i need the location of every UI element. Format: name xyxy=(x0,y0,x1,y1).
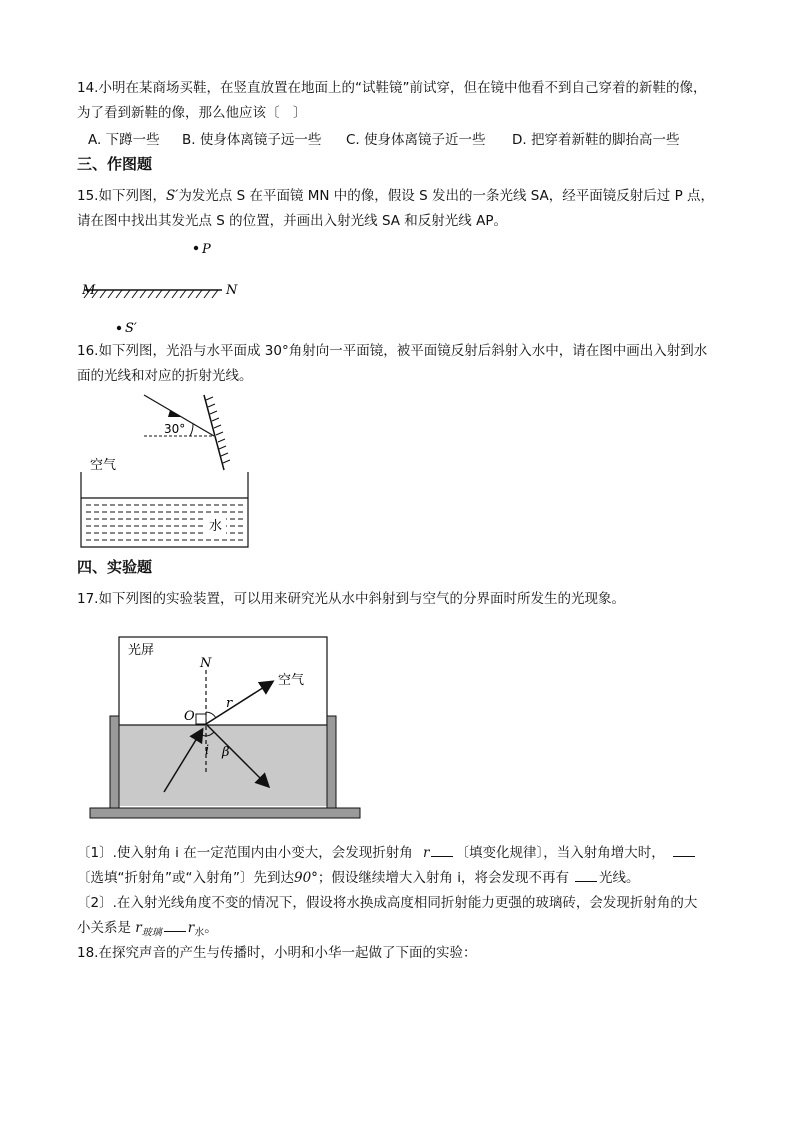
label-air: 空气 xyxy=(278,673,305,688)
label-p: P xyxy=(202,242,211,257)
q17-refraction-apparatus xyxy=(88,634,363,824)
mirror-hatching xyxy=(84,290,218,298)
q15-line1 xyxy=(77,186,714,206)
q17-p1-line2-a: 〔选填“折射角”或“入射角”〕先到达 xyxy=(77,870,294,886)
label-r: r xyxy=(226,696,233,711)
q17-p1-line2-c: 光线。 xyxy=(598,870,640,886)
label-s-prime: S′ xyxy=(125,321,137,336)
q17-p2-end: 。 xyxy=(204,920,218,936)
angle-arc xyxy=(190,424,193,436)
q17-p1-deg: 90° xyxy=(293,870,318,886)
q15-line2: 请在图中找出其发光点 S 的位置，并画出入射光线 SA 和反射光线 AP。 xyxy=(77,213,507,229)
q17-intro: 17.如下列图的实验装置，可以用来研究光从水中斜射到与空气的分界面时所发生的光现象。 xyxy=(77,591,625,607)
mirror-hatching xyxy=(206,397,230,463)
label-i: i xyxy=(205,743,210,758)
q18-line1: 18.在探究声音的产生与传播时，小明和小华一起做了下面的实验： xyxy=(77,945,477,961)
label-air: 空气 xyxy=(90,458,117,473)
q17-p2-sub-water: 水 xyxy=(194,927,205,939)
q17-p2-line2-a: 小关系是 xyxy=(77,920,131,936)
label-o: O xyxy=(184,709,195,724)
tank-base xyxy=(90,808,360,818)
label-m: M xyxy=(82,283,96,298)
point-s-prime-dot xyxy=(117,326,121,330)
q17-blank-3[interactable] xyxy=(575,869,597,882)
q14-option-b: B. 使身体离镜子远一些 xyxy=(182,132,322,148)
tank-left-wall xyxy=(110,716,119,808)
tank-right-wall xyxy=(327,716,336,808)
label-water: 水 xyxy=(209,519,223,534)
q17-blank-4[interactable] xyxy=(164,919,186,932)
water-tank-fill xyxy=(118,724,328,806)
q17-p1-line2-b: ；假设继续增大入射角 i，将会发现不再有 xyxy=(317,870,569,886)
section-title-drawing: 三、作图题 xyxy=(77,155,153,173)
q14-line1: 14.小明在某商场买鞋，在竖直放置在地面上的“试鞋镜”前试穿，但在镜中他看不到自己穿着的新鞋的像， xyxy=(77,80,707,96)
point-p-dot xyxy=(194,246,198,250)
right-angle-marker xyxy=(196,714,206,724)
q17-blank-1[interactable] xyxy=(431,844,453,857)
incident-ray-arrow xyxy=(168,410,182,417)
q17-p2-r-glass: r xyxy=(135,920,142,936)
q14-option-a: A. 下蹲一些 xyxy=(88,132,160,148)
q15-line1-b: 为发光点 S 在平面镜 MN 中的像，假设 S 发出的一条光线 SA，经平面镜反射后过 P 点， xyxy=(178,188,715,204)
label-beta: β xyxy=(222,745,230,760)
q17-part2-line2 xyxy=(77,918,218,944)
q17-part2-line1: 〔2〕.在入射光线角度不变的情况下，假设将水换成高度相同折射能力更强的玻璃砖，会发现折射角的大 xyxy=(77,895,698,911)
q15-mirror-figure xyxy=(78,236,258,346)
q17-p1-a: 〔1〕.使入射角 i 在一定范围内由小变大，会发现折射角 xyxy=(77,845,413,861)
q17-part1-line2 xyxy=(77,868,639,888)
water-container xyxy=(81,472,248,547)
q17-p1-b: 〔填变化规律〕，当入射角增大时， xyxy=(455,845,665,861)
label-n: N xyxy=(226,283,238,298)
label-light-screen: 光屏 xyxy=(128,643,155,658)
q14-option-c: C. 使身体离镜子近一些 xyxy=(346,132,486,148)
q14-option-d: D. 把穿着新鞋的脚抬高一些 xyxy=(512,132,680,148)
angle-label-30: 30° xyxy=(164,422,186,436)
q17-p2-r-water: r xyxy=(187,920,195,936)
q17-p2-sub-glass: 玻璃 xyxy=(141,927,162,939)
q17-part1-line1 xyxy=(77,843,697,863)
label-n: N xyxy=(200,656,212,671)
q17-blank-2[interactable] xyxy=(673,844,695,857)
q16-mirror-water-figure xyxy=(78,392,258,552)
section-title-experiment: 四、实验题 xyxy=(77,558,153,576)
q15-line1-a: 15.如下列图， xyxy=(77,188,166,204)
q16-line2: 面的光线和对应的折射光线。 xyxy=(77,368,253,384)
q16-line1: 16.如下列图，光沿与水平面成 30°角射向一平面镜，被平面镜反射后斜射入水中，请在图中画出入射到水 xyxy=(77,343,708,359)
q14-line2: 为了看到新鞋的像，那么他应该〔 〕 xyxy=(77,105,307,121)
q17-p1-r-symbol: r xyxy=(423,845,430,861)
q15-s-prime-symbol: S′ xyxy=(165,188,179,204)
